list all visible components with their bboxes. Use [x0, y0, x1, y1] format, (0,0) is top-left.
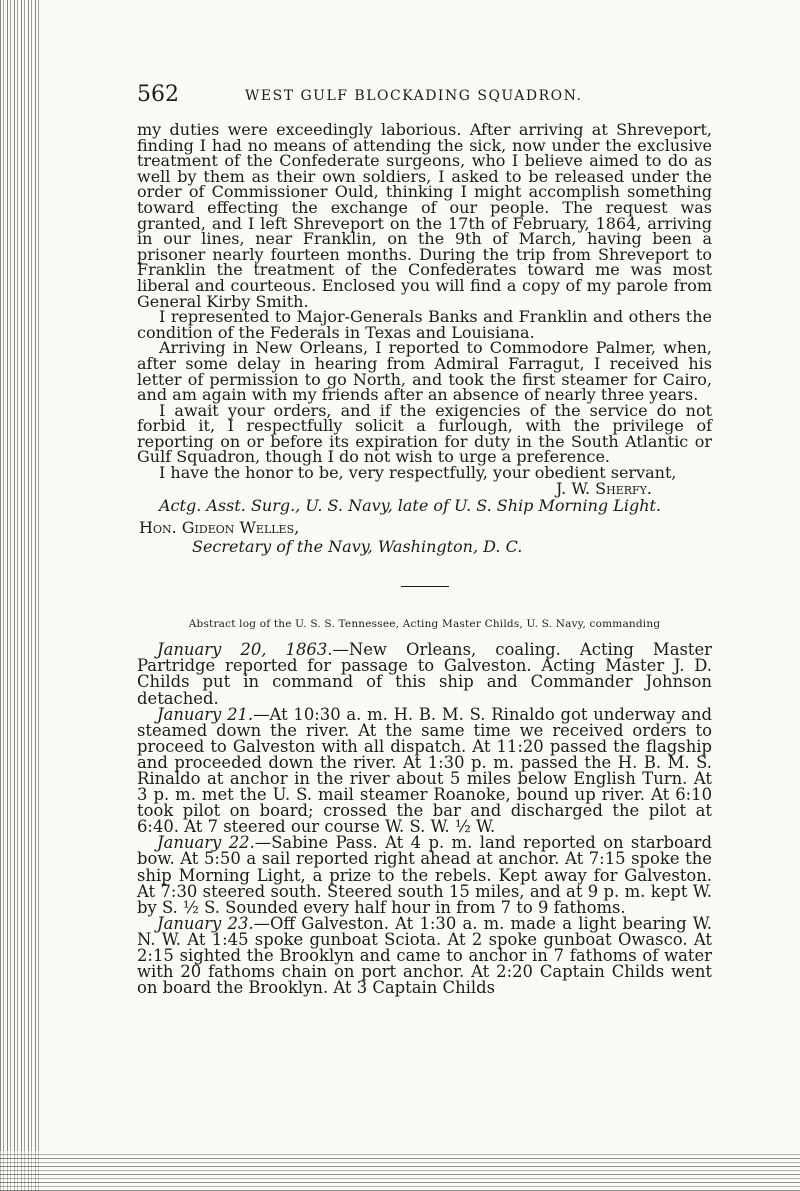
- section-heading: Abstract log of the U. S. S. Tennessee, Acting Master Childs, U. S. Navy, commanding: [188, 618, 661, 631]
- scan-left-edge: [0, 0, 40, 1191]
- page-header: [137, 82, 712, 122]
- letter-closing: I have the honor to be, very respectfully, your obedient servant,: [159, 463, 677, 483]
- log-entry: [137, 642, 712, 706]
- log-entry: [137, 835, 712, 915]
- letter-body: [137, 122, 712, 556]
- page-number: 562: [137, 82, 179, 107]
- scan-bottom-edge: [0, 1151, 800, 1191]
- log-entry-date: January 21.: [157, 704, 254, 724]
- letter-paragraph: my duties were exceedingly laborious. After arriving at Shreveport, finding I had no means of attending the sick, now under the exclusive treatment of the Confederate surgeons, who I believe aimed to do as well by them as their own soldiers, I asked to be released under the order of Commissioner Ould, thinking I might accomplish something toward effecting the exchange of our people. The request was granted, and I left Shreveport on the 17th of February, 1864, arriving in our lines, near Franklin, on the 9th of March, having been a prisoner nearly fourteen months. During the trip from Shreveport to Franklin the treatment of the Confederates toward me was most liberal and courteous. Enclosed you will find a copy of my parole from General Kirby Smith.: [137, 120, 712, 311]
- letter-paragraph: I represented to Major-Generals Banks and Franklin and others the condition of the Federals in Texas and Louisiana.: [137, 307, 712, 342]
- log-entry-text: —Sabine Pass. At 4 p. m. land reported on starboard bow. At 5:50 a sail reported right ahead at anchor. At 7:15 spoke the ship Morning Light, a prize to the rebels. Kept away for Galveston. At 7:30 steered south. Steered south 15 miles, and at 9 p. m. kept W. by S. ½ S. Sounded every half hour in from 7 to 9 fathoms.: [137, 833, 712, 917]
- letter-paragraph: I await your orders, and if the exigencies of the service do not forbid it, I respectfully solicit a furlough, with the privilege of reporting on or before its expiration for duty in the South Atlantic or Gulf Squadron, though I do not wish to urge a preference.: [137, 400, 712, 467]
- log-entry-date: January 20, 1863.: [157, 640, 333, 660]
- log-entry-text: —Off Galveston. At 1:30 a. m. made a light bearing W. N. W. At 1:45 spoke gunboat Sciota. At 2 spoke gunboat Owasco. At 2:15 sighted the Brooklyn and came to anchor in 7 fathoms of water with 20 fathoms chain on port anchor. At 2:20 Captain Childs went on board the Brooklyn. At 3 Captain Childs: [137, 913, 712, 998]
- log-entry: [137, 913, 712, 998]
- addressee-name: Hon. Gideon Welles,: [139, 518, 300, 538]
- letter-paragraph: Arriving in New Orleans, I reported to Commodore Palmer, when, after some delay in hearing from Admiral Farragut, I received his letter of permission to go North, and took the first steamer for Cairo, and am again with my friends after an absence of nearly three years.: [137, 338, 712, 405]
- log-entry-date: January 23.: [157, 913, 254, 933]
- addressee-title: Secretary of the Navy, Washington, D. C.: [192, 537, 523, 557]
- page: [137, 82, 712, 996]
- section-divider: [401, 586, 449, 587]
- log-entry-text: —New Orleans, coaling. Acting Master Partridge reported for passage to Galveston. Acting Master J. D. Childs put in command of this ship and Commander Johnson detached.: [137, 640, 712, 708]
- log-entries: [137, 642, 712, 996]
- running-head: WEST GULF BLOCKADING SQUADRON.: [245, 88, 583, 104]
- signature-name: J. W. Sherfy.: [555, 478, 652, 498]
- log-entry-date: January 22.: [157, 833, 255, 853]
- signature-title: Actg. Asst. Surg., U. S. Navy, late of U. S. Ship Morning Light.: [159, 496, 662, 516]
- log-entry: [137, 704, 712, 837]
- log-entry-text: —At 10:30 a. m. H. B. M. S. Rinaldo got underway and steamed down the river. At the same time we received orders to proceed to Galveston with all dispatch. At 11:20 passed the flagship and proceeded down the river. At 1:30 p. m. passed the H. B. M. S. Rinaldo at anchor in the river about 5 miles below English Turn. At 3 p. m. met the U. S. mail steamer Roanoke, bound up river. At 6:10 took pilot on board; crossed the bar and discharged the pilot at 6:40. At 7 steered our course W. S. W. ½ W.: [137, 704, 712, 837]
